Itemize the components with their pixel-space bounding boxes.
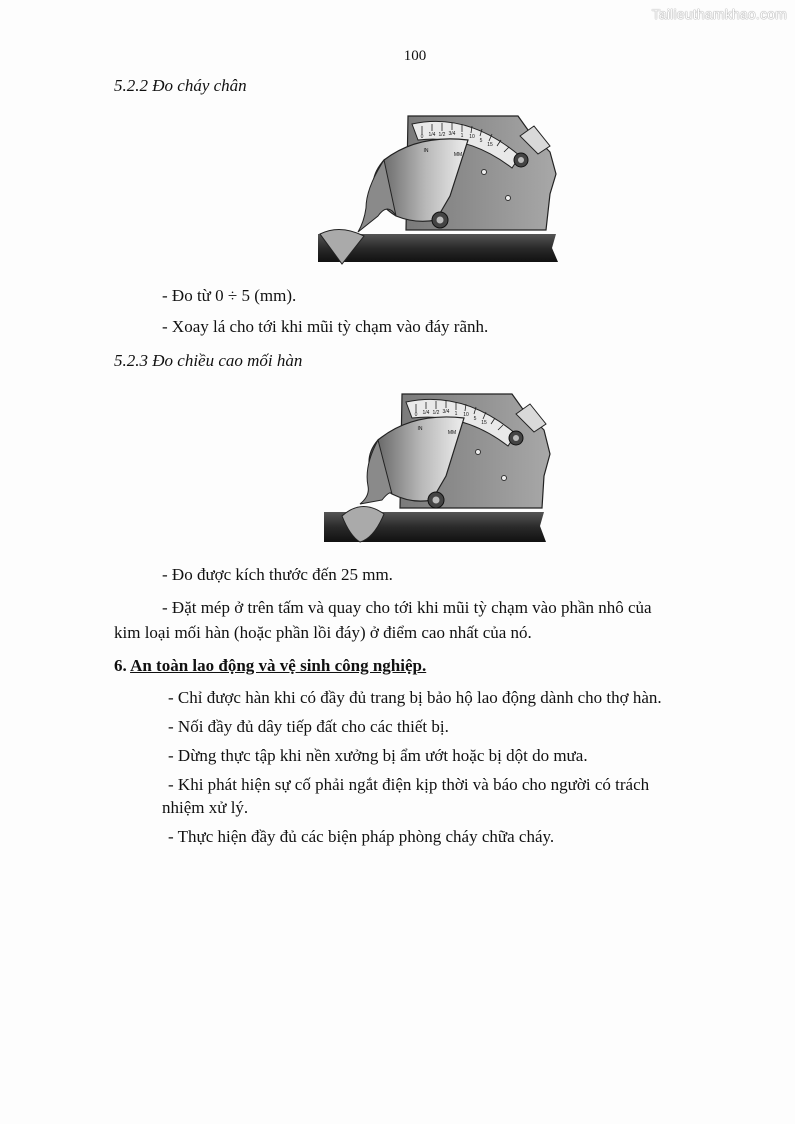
gauge-scale-label: 10: [469, 134, 475, 140]
text-line: - Dừng thực tập khi nền xưởng bị ẩm ướt hoặc bị dột do mưa.: [168, 746, 588, 765]
weld-gauge-figure-2: [324, 390, 556, 546]
text-line: - Nối đầy đủ dây tiếp đất cho các thiết bị.: [168, 717, 449, 736]
gauge-scale-label: 0: [420, 134, 424, 140]
section-6-number: 6.: [114, 656, 127, 675]
page-number: 100: [403, 48, 427, 64]
gauge-scale-label: 5: [473, 416, 477, 422]
gauge-scale-label: 1/2: [438, 132, 446, 138]
section-6-title: An toàn lao động và vệ sinh công nghiệp.: [130, 656, 427, 675]
text-line: - Thực hiện đầy đủ các biện pháp phòng cháy chữa cháy.: [168, 827, 555, 846]
text-line: kim loại mối hàn (hoặc phần lồi đáy) ở điểm cao nhất của nó.: [114, 623, 532, 642]
gauge-scale-label: 3/4: [448, 131, 456, 137]
gauge-scale-label: IN: [417, 426, 423, 432]
gauge-scale-label: 1: [460, 133, 464, 139]
gauge-scale-label: 3/4: [442, 409, 450, 415]
section-522-title: 5.2.2 Đo cháy chân: [114, 76, 247, 95]
gauge-scale-label: 1/4: [428, 132, 436, 138]
gauge-scale-label: 15: [481, 420, 487, 426]
text-line: - Đặt mép ở trên tấm và quay cho tới khi mũi tỳ chạm vào phần nhô của: [162, 598, 652, 617]
section-523-title: 5.2.3 Đo chiều cao mối hàn: [114, 351, 303, 370]
gauge-scale-label: 0: [414, 412, 418, 418]
gauge-scale-label: IN: [423, 148, 429, 154]
gauge-scale-label: MM: [453, 152, 463, 158]
watermark: Tailieuthamkhao.com: [651, 6, 787, 22]
text-line: - Chỉ được hàn khi có đầy đủ trang bị bảo hộ lao động dành cho thợ hàn.: [168, 688, 662, 707]
gauge-scale-label: 10: [463, 412, 469, 418]
weld-gauge-figure-1: [318, 112, 562, 268]
text-line: nhiệm xử lý.: [162, 798, 249, 817]
text-line: - Đo từ 0 ÷ 5 (mm).: [162, 286, 297, 305]
text-line: - Đo được kích thước đến 25 mm.: [162, 565, 393, 584]
section-6-heading: [114, 656, 426, 676]
gauge-scale-label: 1/2: [432, 410, 440, 416]
gauge-scale-label: 1: [454, 411, 458, 417]
gauge-scale-label: 5: [479, 138, 483, 144]
text-line: - Xoay lá cho tới khi mũi tỳ chạm vào đáy rãnh.: [162, 317, 489, 336]
text-line: - Khi phát hiện sự cố phải ngắt điện kịp thời và báo cho người có trách: [168, 775, 650, 794]
gauge-scale-label: MM: [447, 430, 457, 436]
gauge-scale-label: 1/4: [422, 410, 430, 416]
gauge-scale-label: 15: [487, 142, 493, 148]
